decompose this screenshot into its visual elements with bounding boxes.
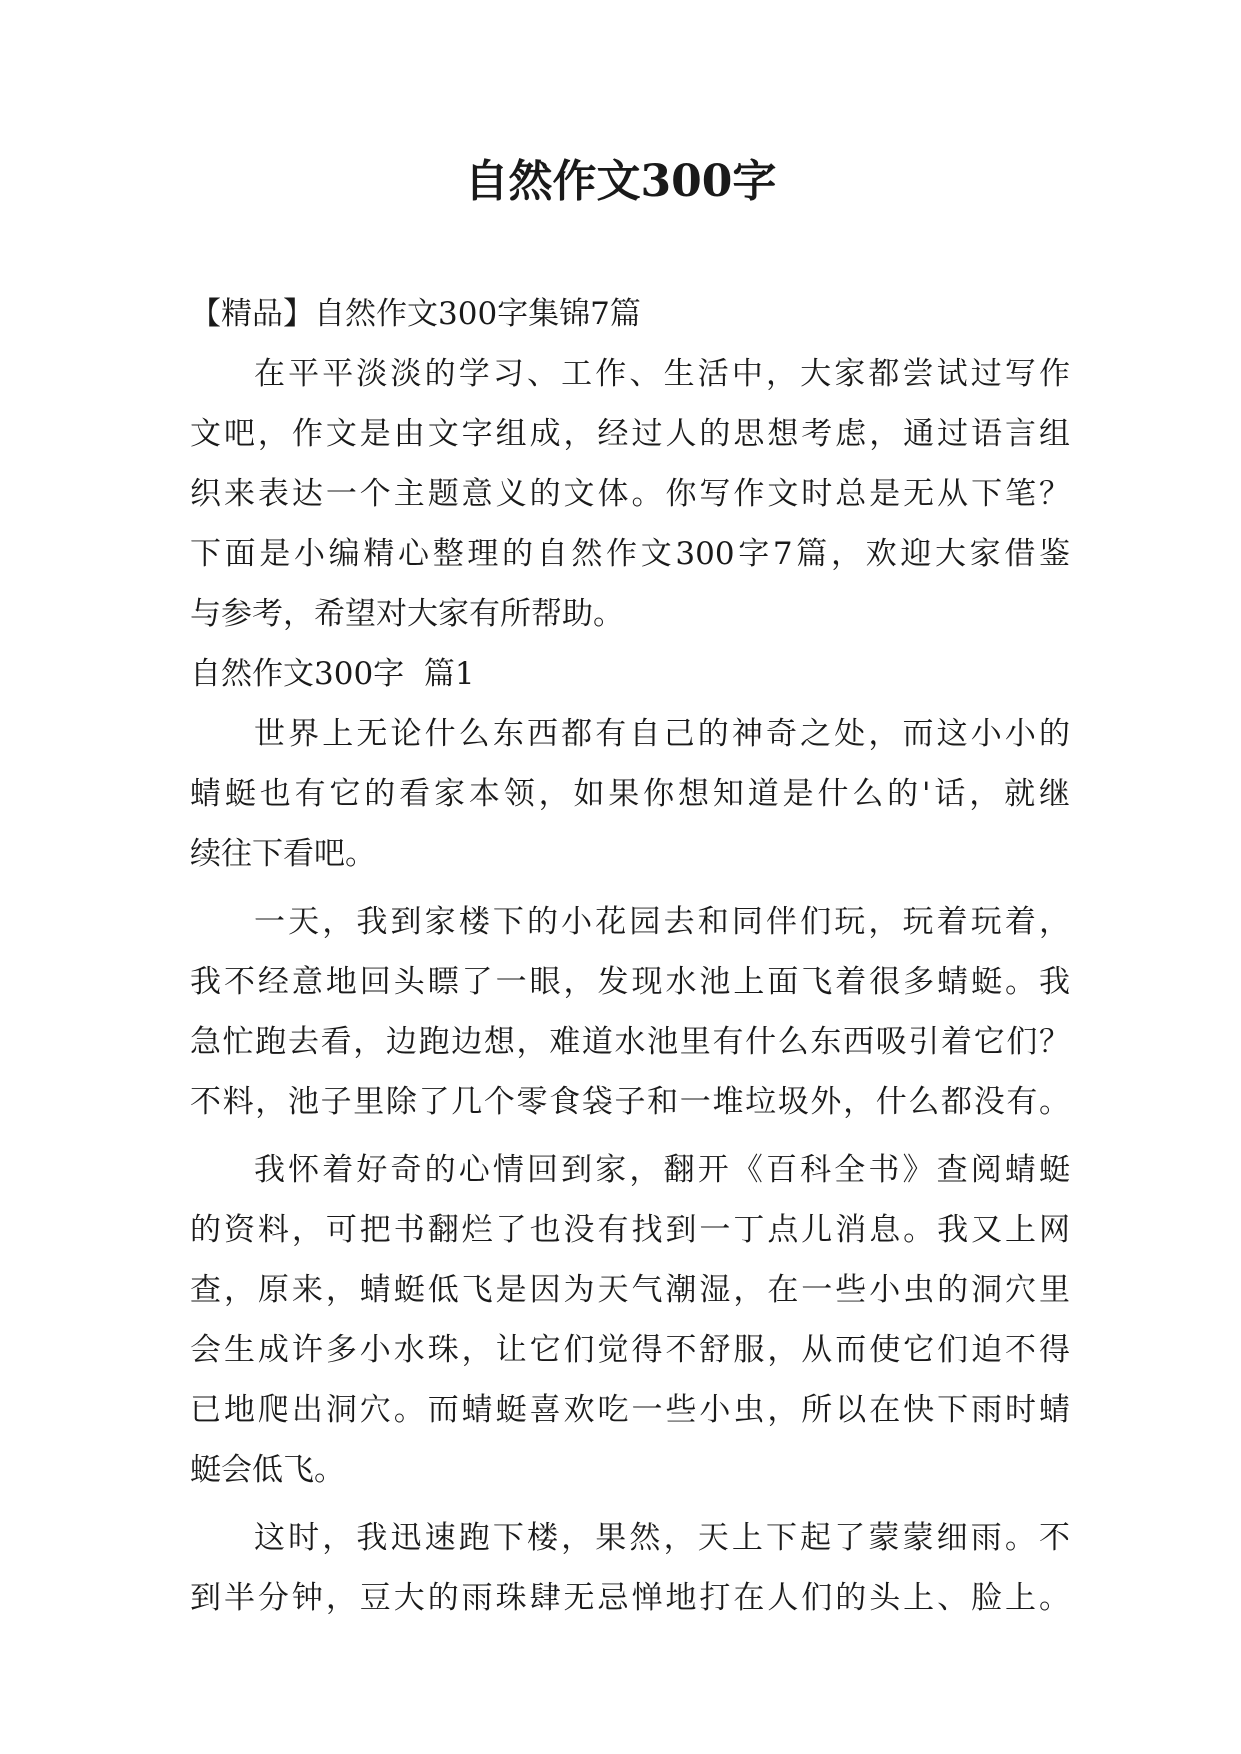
intro-paragraph <box>190 344 1070 644</box>
text-line: 与参考，希望对大家有所帮助。 <box>190 596 624 632</box>
text-line: 蜻蜓也有它的看家本领，如果你想知道是什么的'话，就继 <box>190 776 1070 812</box>
essay-paragraph <box>190 704 1070 884</box>
text-line: 蜓会低飞。 <box>190 1452 345 1488</box>
section-heading: 自然作文300字 篇1 <box>190 656 475 692</box>
text-line: 到半分钟，豆大的雨珠肆无忌惮地打在人们的头上、脸上。 <box>190 1580 1070 1616</box>
text-line: 查，原来，蜻蜓低飞是因为天气潮湿，在一些小虫的洞穴里 <box>190 1272 1070 1308</box>
text-line: 这时，我迅速跑下楼，果然，天上下起了蒙蒙细雨。不 <box>254 1520 1070 1556</box>
text-line: 我怀着好奇的心情回到家，翻开《百科全书》查阅蜻蜓 <box>254 1152 1070 1188</box>
text-line: 不料，池子里除了几个零食袋子和一堆垃圾外，什么都没有。 <box>190 1084 1070 1120</box>
document-body <box>190 284 1070 1628</box>
text-line: 下面是小编精心整理的自然作文300字7篇，欢迎大家借鉴 <box>190 536 1070 572</box>
essay-paragraph <box>190 1508 1070 1628</box>
text-line: 续往下看吧。 <box>190 836 376 872</box>
essay-paragraph <box>190 892 1070 1132</box>
text-line: 会生成许多小水珠，让它们觉得不舒服，从而使它们迫不得 <box>190 1332 1070 1368</box>
text-line: 织来表达一个主题意义的文体。你写作文时总是无从下笔？ <box>190 476 1070 512</box>
text-line: 世界上无论什么东西都有自己的神奇之处，而这小小的 <box>254 716 1070 752</box>
collection-subtitle: 【精品】自然作文300字集锦7篇 <box>190 296 641 332</box>
text-line: 在平平淡淡的学习、工作、生活中，大家都尝试过写作 <box>254 356 1070 392</box>
text-line: 急忙跑去看，边跑边想，难道水池里有什么东西吸引着它们？ <box>190 1024 1070 1060</box>
text-line: 已地爬出洞穴。而蜻蜓喜欢吃一些小虫，所以在快下雨时蜻 <box>190 1392 1070 1428</box>
essay-paragraph <box>190 1140 1070 1500</box>
text-line: 一天，我到家楼下的小花园去和同伴们玩，玩着玩着， <box>254 904 1070 940</box>
text-line: 我不经意地回头瞟了一眼，发现水池上面飞着很多蜻蜓。我 <box>190 964 1070 1000</box>
document-title: 自然作文300字 <box>464 156 777 207</box>
text-line: 的资料，可把书翻烂了也没有找到一丁点儿消息。我又上网 <box>190 1212 1070 1248</box>
text-line: 文吧，作文是由文字组成，经过人的思想考虑，通过语言组 <box>190 416 1070 452</box>
